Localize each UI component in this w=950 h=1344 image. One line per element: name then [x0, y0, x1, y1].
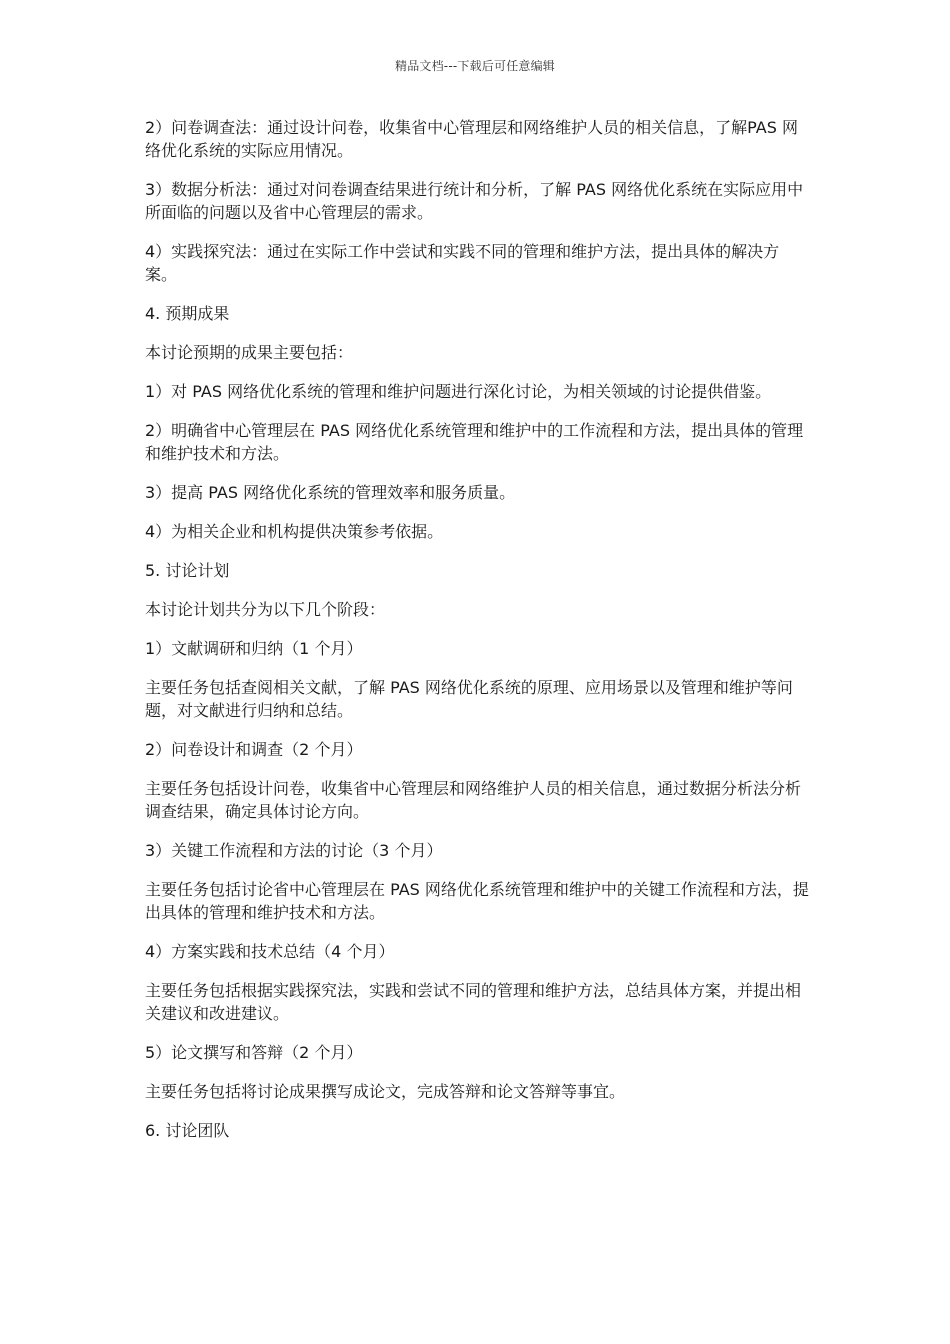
paragraph-method-practice: 4）实践探究法：通过在实际工作中尝试和实践不同的管理和维护方法，提出具体的解决方案。 — [145, 242, 780, 284]
paragraph-result-4: 4）为相关企业和机构提供决策参考依据。 — [145, 522, 444, 541]
paragraph-method-questionnaire: 2）问卷调查法：通过设计问卷，收集省中心管理层和网络维护人员的相关信息，了解PAS 网络优化系统的实际应用情况。 — [145, 118, 798, 160]
plan-stage-4-title: 4）方案实践和技术总结（4 个月） — [145, 942, 395, 961]
plan-stage-5-desc: 主要任务包括将讨论成果撰写成论文，完成答辩和论文答辩等事宜。 — [145, 1082, 626, 1101]
paragraph-method-data-analysis: 3）数据分析法：通过对问卷调查结果进行统计和分析，了解 PAS 网络优化系统在实际应用中所面临的问题以及省中心管理层的需求。 — [145, 180, 804, 222]
section-heading-plan: 5. 讨论计划 — [145, 561, 230, 580]
plan-stage-4-desc: 主要任务包括根据实践探究法，实践和尝试不同的管理和维护方法，总结具体方案，并提出相关建议和改进建议。 — [145, 981, 802, 1023]
paragraph-result-2: 2）明确省中心管理层在 PAS 网络优化系统管理和维护中的工作流程和方法，提出具体的管理和维护技术和方法。 — [145, 421, 804, 463]
plan-stage-3-desc: 主要任务包括讨论省中心管理层在 PAS 网络优化系统管理和维护中的关键工作流程和方法，提出具体的管理和维护技术和方法。 — [145, 880, 809, 922]
plan-stage-1-title: 1）文献调研和归纳（1 个月） — [145, 639, 363, 658]
plan-stage-2-title: 2）问卷设计和调查（2 个月） — [145, 740, 363, 759]
paragraph-plan-intro: 本讨论计划共分为以下几个阶段： — [145, 600, 386, 619]
plan-stage-3-title: 3）关键工作流程和方法的讨论（3 个月） — [145, 841, 443, 860]
paragraph-result-3: 3）提高 PAS 网络优化系统的管理效率和服务质量。 — [145, 483, 516, 502]
paragraph-result-1: 1）对 PAS 网络优化系统的管理和维护问题进行深化讨论，为相关领域的讨论提供借鉴。 — [145, 382, 772, 401]
section-heading-expected-results: 4. 预期成果 — [145, 304, 230, 323]
plan-stage-5-title: 5）论文撰写和答辩（2 个月） — [145, 1043, 363, 1062]
section-heading-team: 6. 讨论团队 — [145, 1121, 230, 1140]
page-header: 精品文档---下载后可任意编辑 — [395, 59, 555, 73]
plan-stage-2-desc: 主要任务包括设计问卷，收集省中心管理层和网络维护人员的相关信息，通过数据分析法分析调查结果，确定具体讨论方向。 — [145, 779, 802, 821]
paragraph-results-intro: 本讨论预期的成果主要包括： — [145, 343, 354, 362]
plan-stage-1-desc: 主要任务包括查阅相关文献，了解 PAS 网络优化系统的原理、应用场景以及管理和维护等问题，对文献进行归纳和总结。 — [145, 678, 793, 720]
document-body — [145, 116, 810, 1158]
